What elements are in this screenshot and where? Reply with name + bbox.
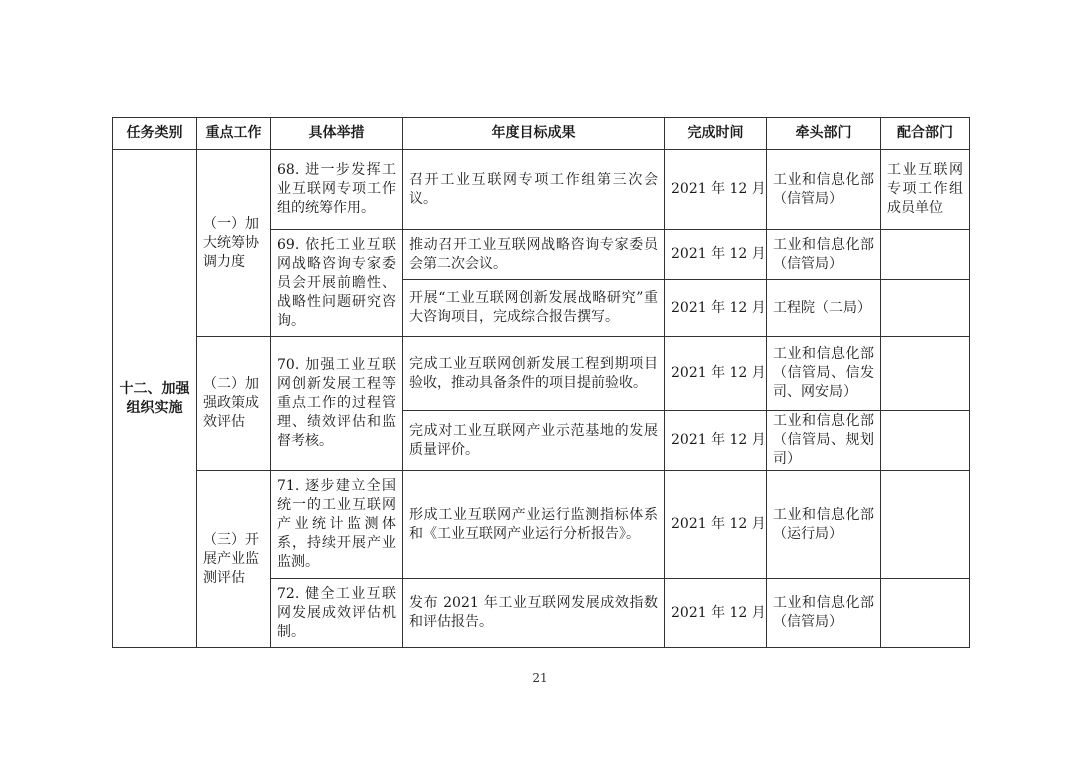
time-cell: 2021 年 12 月 (665, 579, 767, 648)
task-category-cell: 十二、加强组织实施 (113, 150, 197, 648)
lead-dept-cell: 工业和信息化部（信管局、信发司、网安局） (767, 337, 881, 411)
header-task-category: 任务类别 (113, 118, 197, 150)
table-row (113, 471, 970, 579)
lead-dept-cell: 工业和信息化部（运行局） (767, 471, 881, 579)
time-cell: 2021 年 12 月 (665, 337, 767, 411)
goal-cell: 完成工业互联网创新发展工程到期项目验收，推动具备条件的项目提前验收。 (403, 337, 665, 411)
page-number: 21 (532, 671, 548, 685)
time-cell: 2021 年 12 月 (665, 471, 767, 579)
goal-cell: 开展“工业互联网创新发展战略研究”重大咨询项目，完成综合报告撰写。 (403, 280, 665, 337)
measure-cell: 68. 进一步发挥工业互联网专项工作组的统筹作用。 (271, 150, 403, 230)
table-row (113, 150, 970, 230)
goal-cell: 发布 2021 年工业互联网发展成效指数和评估报告。 (403, 579, 665, 648)
lead-dept-cell: 工业和信息化部（信管局） (767, 579, 881, 648)
goal-cell: 召开工业互联网专项工作组第三次会议。 (403, 150, 665, 230)
lead-dept-cell: 工程院（二局） (767, 280, 881, 337)
coop-dept-cell (881, 579, 970, 648)
header-completion-time: 完成时间 (665, 118, 767, 150)
time-cell: 2021 年 12 月 (665, 150, 767, 230)
measure-cell: 72. 健全工业互联网发展成效评估机制。 (271, 579, 403, 648)
goal-cell: 完成对工业互联网产业示范基地的发展质量评价。 (403, 411, 665, 471)
header-cooperating-department: 配合部门 (881, 118, 970, 150)
lead-dept-cell: 工业和信息化部（信管局） (767, 150, 881, 230)
task-table (112, 117, 970, 648)
table-header-row (113, 118, 970, 150)
key-work-cell: （二）加强政策成效评估 (197, 337, 271, 471)
coop-dept-cell: 工业互联网专项工作组成员单位 (881, 150, 970, 230)
coop-dept-cell (881, 280, 970, 337)
time-cell: 2021 年 12 月 (665, 280, 767, 337)
key-work-cell: （一）加大统筹协调力度 (197, 150, 271, 337)
coop-dept-cell (881, 411, 970, 471)
key-work-cell: （三）开展产业监测评估 (197, 471, 271, 648)
header-key-work: 重点工作 (197, 118, 271, 150)
goal-cell: 推动召开工业互联网战略咨询专家委员会第二次会议。 (403, 230, 665, 280)
coop-dept-cell (881, 230, 970, 280)
header-measures: 具体举措 (271, 118, 403, 150)
measure-cell: 71. 逐步建立全国统一的工业互联网产业统计监测体系，持续开展产业监测。 (271, 471, 403, 579)
header-lead-department: 牵头部门 (767, 118, 881, 150)
table-row (113, 337, 970, 411)
measure-cell: 70. 加强工业互联网创新发展工程等重点工作的过程管理、绩效评估和监督考核。 (271, 337, 403, 471)
header-annual-goals: 年度目标成果 (403, 118, 665, 150)
goal-cell: 形成工业互联网产业运行监测指标体系和《工业互联网产业运行分析报告》。 (403, 471, 665, 579)
coop-dept-cell (881, 471, 970, 579)
coop-dept-cell (881, 337, 970, 411)
time-cell: 2021 年 12 月 (665, 411, 767, 471)
lead-dept-cell: 工业和信息化部（信管局、规划司） (767, 411, 881, 471)
lead-dept-cell: 工业和信息化部（信管局） (767, 230, 881, 280)
time-cell: 2021 年 12 月 (665, 230, 767, 280)
measure-cell: 69. 依托工业互联网战略咨询专家委员会开展前瞻性、战略性问题研究咨询。 (271, 230, 403, 337)
